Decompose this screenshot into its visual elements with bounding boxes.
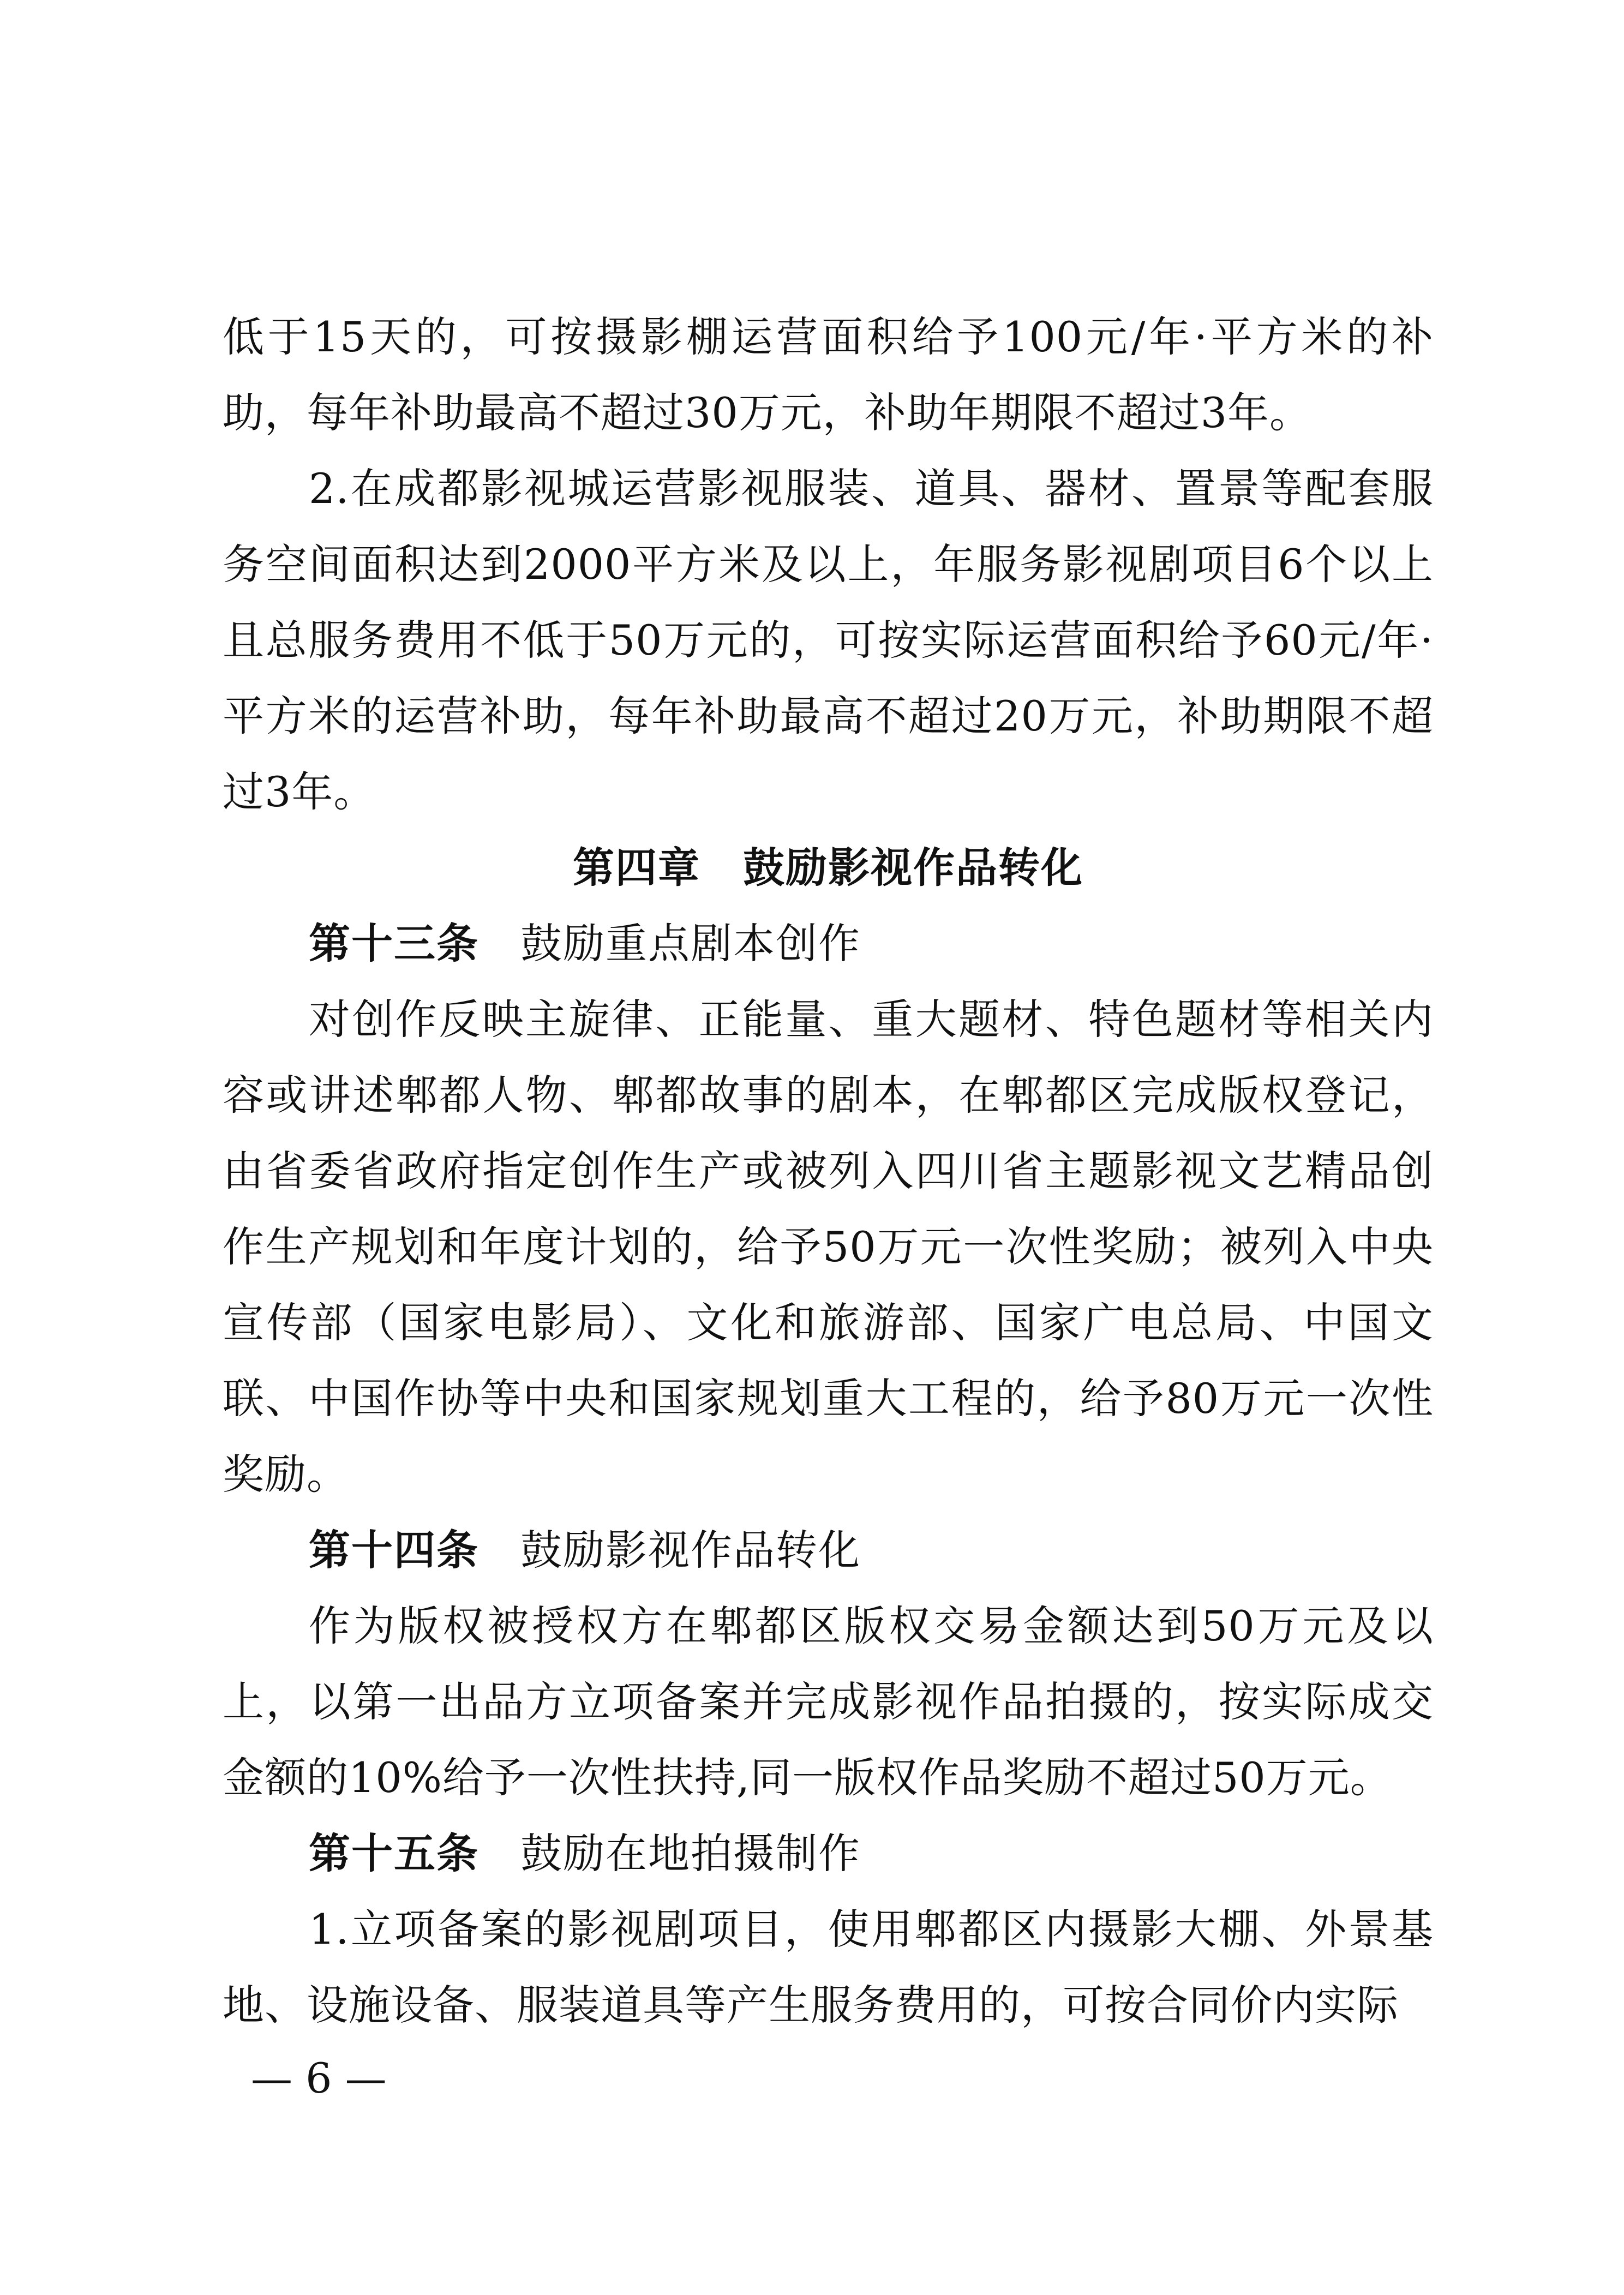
article-heading-15 [223, 1815, 1434, 1891]
article-heading-13 [223, 906, 1434, 981]
paragraph-article-14: 作为版权被授权方在郫都区版权交易金额达到50万元及以上，以第一出品方立项备案并完成影视作品拍摄的，按实际成交金额的10%给予一次性扶持,同一版权作品奖励不超过50万元。 [223, 1602, 1434, 1802]
paragraph-article-13: 对创作反映主旋律、正能量、重大题材、特色题材等相关内容或讲述郫都人物、郫都故事的剧本，在郫都区完成版权登记，由省委省政府指定创作生产或被列入四川省主题影视文艺精品创作生产规划和年度计划的，给予50万元一次性奖励；被列入中央宣传部（国家电影局）、文化和旅游部、国家广电总局、中国文联、中国作协等中央和国家规划重大工程的，给予80万元一次性奖励。 [223, 995, 1434, 1499]
paragraph-item-2: 2.在成都影视城运营影视服装、道具、器材、置景等配套服务空间面积达到2000平方米及以上，年服务影视剧项目6个以上且总服务费用不低于50万元的，可按实际运营面积给予60元/年·平方米的运营补助，每年补助最高不超过20万元，补助期限不超过3年。 [223, 464, 1434, 816]
article-title: 鼓励影视作品转化 [520, 1526, 861, 1574]
article-number: 第十三条 [309, 919, 479, 968]
article-number: 第十四条 [309, 1526, 479, 1574]
article-title: 鼓励重点剧本创作 [520, 919, 861, 968]
article-number: 第十五条 [309, 1829, 479, 1878]
paragraph-article-15-item-1: 1.立项备案的影视剧项目，使用郫都区内摄影大棚、外景基地、设施设备、服装道具等产生服务费用的，可按合同价内实际 [223, 1905, 1434, 2029]
article-heading-14 [223, 1512, 1434, 1588]
document-body [223, 299, 1434, 2043]
page-number: — 6 — [251, 2054, 387, 2102]
article-title: 鼓励在地拍摄制作 [520, 1829, 861, 1878]
chapter-heading: 第四章 鼓励影视作品转化 [573, 843, 1083, 892]
paragraph-continuation: 低于15天的，可按摄影棚运营面积给予100元/年·平方米的补助，每年补助最高不超过30万元，补助年期限不超过3年。 [223, 313, 1434, 437]
